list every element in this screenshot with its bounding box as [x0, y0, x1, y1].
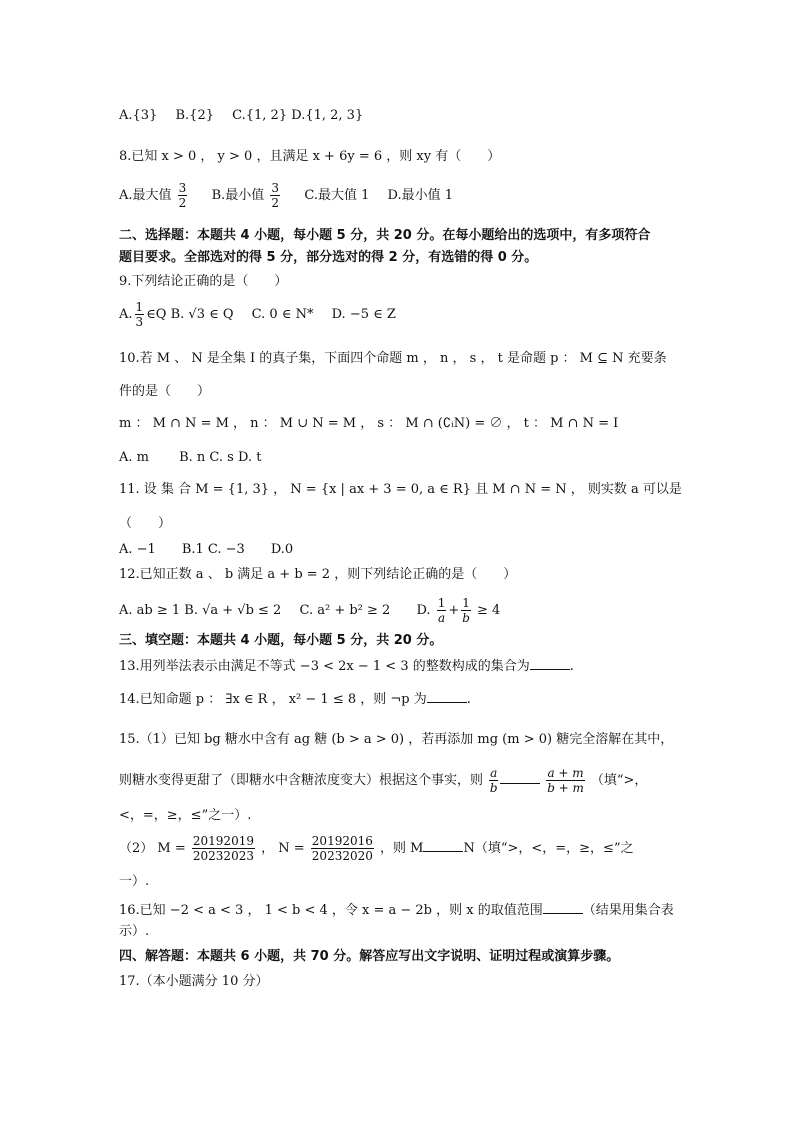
q12-option-d-label: D.	[416, 603, 431, 618]
q8-fraction-b: $\frac{3}{2}$	[271, 181, 280, 210]
q9-fraction: $\frac{1}{3}$	[135, 300, 144, 329]
q12-stem: 12.已知正数 a 、 b 满足 a + b = 2 ，则下列结论正确的是（ ）	[119, 567, 517, 582]
q9-option-c: C. 0 ∈ N*	[251, 307, 314, 322]
q15-fraction-a-b: $\frac{a}{b}$	[489, 766, 498, 795]
q8-fraction-a: $\frac{3}{2}$	[178, 181, 187, 210]
q15-answer-blank-1	[500, 772, 540, 784]
q12-option-c: C. a² + b² ≥ 2	[299, 603, 391, 618]
q14-answer-blank	[427, 691, 467, 703]
q10-line1: 10.若 M 、 N 是全集 I 的真子集，下面四个命题 m ， n ， s ， t 是命题 p ： M ⊆ N 充要条	[119, 351, 667, 366]
q17-header: 17.（本小题满分 10 分）	[119, 974, 269, 989]
q15-answer-blank-2	[423, 840, 463, 852]
q12-fraction-2: $\frac{1}{b}$	[462, 596, 470, 625]
q15-n-label: ， N =	[261, 841, 305, 856]
q8-option-d: D.最小值 1	[387, 188, 454, 203]
q16-line1	[119, 902, 674, 919]
q15-fill-hint: （填“>，	[590, 773, 648, 788]
section-2-heading-line2: 题目要求。全部选对的得 5 分，部分选对的得 2 分，有选错的得 0 分。	[119, 250, 538, 265]
q7-option-d: D.{1, 2, 3}	[291, 108, 364, 123]
q15-line4	[119, 834, 634, 863]
q8-stem: 8.已知 x > 0 ， y > 0 ，且满足 x + 6y = 6 ，则 xy 有（ ）	[119, 149, 501, 164]
q16-hint: （结果用集合表	[582, 903, 674, 918]
q15-m-label: （2） M =	[119, 841, 186, 856]
q7-option-a: A.{3}	[119, 108, 158, 123]
q10-options: A. m B. n C. s D. t	[119, 450, 262, 465]
q16-line2: 示）.	[119, 924, 150, 939]
q15-line3: <，=，≥，≤”之一）.	[119, 808, 252, 823]
q10-line3: m ： M ∩ N = M ， n ： M ∪ N = M ， s ： M ∩ (∁ᵢN) = ∅ ， t ： M ∩ N = I	[119, 416, 619, 431]
q14-period: .	[466, 692, 471, 707]
q12-fraction-1: $\frac{1}{a}$	[437, 596, 446, 625]
q8-option-b-label: B.最小值	[211, 188, 265, 203]
q13-period: .	[569, 659, 574, 674]
q9-options	[119, 300, 396, 329]
q12-option-d-rest: ≥ 4	[477, 603, 501, 618]
q8-option-a-label: A.最大值	[119, 188, 172, 203]
q12-option-ab: A. ab ≥ 1 B. √a + √b ≤ 2	[119, 603, 282, 618]
q15-line2	[119, 766, 647, 795]
q15-fraction-am-bm: $\frac{a + m}{b + m}$	[547, 766, 584, 795]
q12-options	[119, 596, 500, 625]
q7-option-b: B.{2}	[175, 108, 214, 123]
q13-answer-blank	[530, 658, 570, 670]
q14-text: 14.已知命题 p ： ∃x ∈ R ， x² − 1 ≤ 8 ，则 ¬p 为	[119, 692, 427, 707]
q9-option-d: D. −5 ∈ Z	[331, 307, 396, 322]
q9-option-b: B. √3 ∈ Q	[170, 307, 234, 322]
q15-line5: 一）.	[119, 874, 150, 889]
q16-answer-blank	[543, 902, 583, 914]
q9-option-a-label: A.	[119, 307, 133, 322]
q15-fraction-m: $\frac{20192019}{20232023}$	[192, 834, 254, 863]
q16-text: 16.已知 −2 < a < 3 ， 1 < b < 4 ，令 x = a − 2b ，则 x 的取值范围	[119, 903, 543, 918]
q9-option-a-rest: ∈Q	[146, 307, 167, 322]
q8-options	[119, 181, 453, 210]
q11-line2: （ ）	[119, 516, 172, 531]
q12-plus: +	[448, 603, 460, 618]
q15-line2-text: 则糖水变得更甜了（即糖水中含糖浓度变大）根据这个事实，则	[119, 773, 484, 788]
q15-compare-text: ，则 M	[380, 841, 424, 856]
q11-options: A. −1 B.1 C. −3 D.0	[119, 542, 294, 557]
section-3-heading: 三、填空题：本题共 4 小题，每小题 5 分，共 20 分。	[119, 633, 443, 648]
section-2-heading-line1: 二、选择题：本题共 4 小题，每小题 5 分，共 20 分。在每小题给出的选项中，有多项符合	[119, 228, 651, 243]
q11-line1: 11. 设 集 合 M = {1, 3} ， N = {x | ax + 3 = 0, a ∈ R} 且 M ∩ N = N ， 则实数 a 可以是	[119, 482, 682, 497]
q15-fill-hint-2: N（填“>，<，=，≥，≤”之	[463, 841, 634, 856]
q14	[119, 691, 471, 708]
q7-option-c: C.{1, 2}	[232, 108, 288, 123]
q13	[119, 658, 574, 675]
q7-options	[119, 108, 363, 124]
q8-option-c: C.最大值 1	[304, 188, 370, 203]
q15-line1: 15.（1）已知 bg 糖水中含有 ag 糖 (b > a > 0) ，若再添加 mg (m > 0) 糖完全溶解在其中，	[119, 732, 674, 747]
q15-fraction-n: $\frac{20192016}{20232020}$	[311, 834, 373, 863]
section-4-heading: 四、解答题：本题共 6 小题，共 70 分。解答应写出文字说明、证明过程或演算步骤。	[119, 949, 620, 964]
q9-stem: 9.下列结论正确的是（ ）	[119, 274, 288, 289]
q10-line2: 件的是（ ）	[119, 384, 211, 399]
q13-text: 13.用列举法表示由满足不等式 −3 < 2x − 1 < 3 的整数构成的集合为	[119, 659, 530, 674]
